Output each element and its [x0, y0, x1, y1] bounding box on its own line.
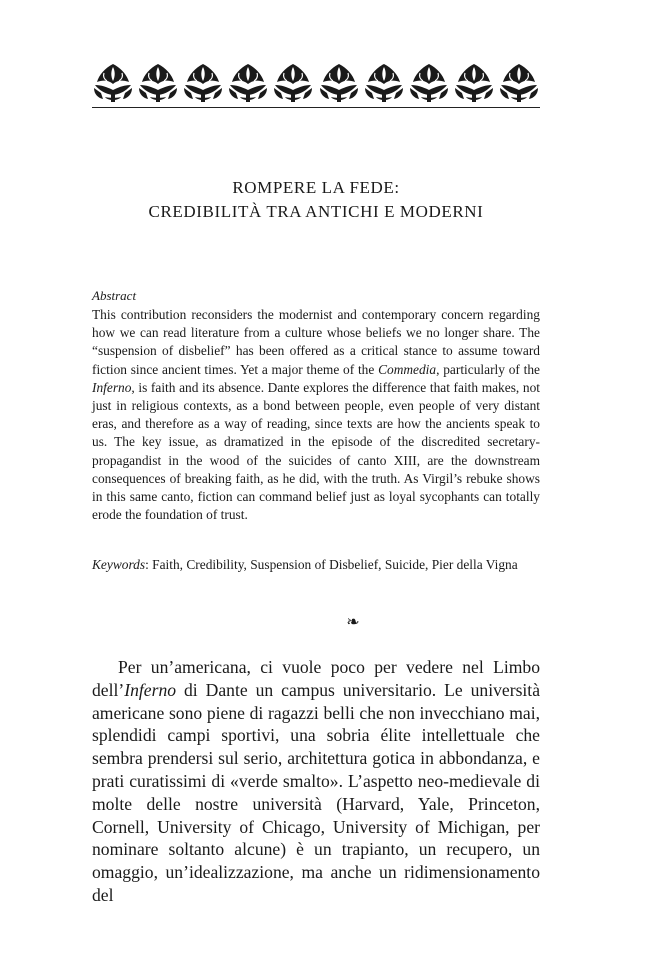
article-title-line-1: ROMPERE LA FEDE: — [232, 178, 400, 197]
keywords — [92, 556, 540, 574]
lotus-ornament-icon — [498, 60, 540, 104]
header-rule — [92, 107, 540, 108]
keywords-label: Keywords — [92, 557, 146, 572]
body-inferno-title: Inferno — [124, 679, 177, 700]
lotus-ornament-icon — [227, 60, 269, 104]
fleuron-icon: ❧ — [346, 614, 360, 631]
abstract-label: Abstract — [92, 288, 137, 303]
lotus-ornament-icon — [92, 60, 134, 104]
abstract-inferno-title: Inferno — [92, 379, 132, 395]
lotus-ornament-icon — [453, 60, 495, 104]
article-title-line-2: CREDIBILITÀ TRA ANTICHI E MODERNI — [148, 202, 484, 221]
lotus-ornament-icon — [363, 60, 405, 104]
body-paragraph — [92, 656, 540, 907]
lotus-ornament-icon — [272, 60, 314, 104]
body-text-part-1: Per un’americana, ci vuole poco per vedere nel Limbo dell’ — [92, 657, 540, 700]
abstract-commedia-title: Commedia — [378, 361, 437, 377]
abstract-text — [92, 306, 540, 524]
header-ornament-row — [92, 60, 540, 104]
body-text-part-2: di Dante un campus universitario. Le università americane sono piene di ragazzi belli che non invecchiano mai, splendidi campi sportivi, una sobria élite intellettuale che sembra prendersi sul serio, architettura gotica in abbondanza, e prati curatissimi di «verde smalto». L’aspetto neo-medievale di molte delle nostre università (Harvard, Yale, Princeton, Cornell, University of Chicago, University of Michigan, per nominare soltanto alcune) è un trapianto, un recupero, un omaggio, un’idealizzazione, ma anche un ridimensionamento del — [92, 679, 540, 905]
fleuron-separator — [0, 612, 650, 632]
abstract-text-part-3: , is faith and its absence. Dante explores the difference that faith makes, not just in religious contexts, as a bond between people, even people of very distant eras, and therefore as a way of reading, since texts are how the ancients speak to us. The key issue, as dramatized in the episode of the discredited secretary-propagandist in the wood of the suicides of canto XIII, are the downstream consequences of breaking faith, as he did, with the truth. As Virgil’s rebuke shows in this same canto, fiction can command belief just as loyal sycophants can totally erode the foundation of trust. — [92, 379, 540, 523]
keywords-list: : Faith, Credibility, Suspension of Disbelief, Suicide, Pier della Vigna — [145, 557, 518, 572]
abstract-text-part-2: , particularly of the — [436, 361, 540, 377]
lotus-ornament-icon — [318, 60, 360, 104]
lotus-ornament-icon — [137, 60, 179, 104]
lotus-ornament-icon — [408, 60, 450, 104]
lotus-ornament-icon — [182, 60, 224, 104]
abstract-text-part-1: This contribution reconsiders the modernist and contemporary concern regarding how we can read literature from a culture whose beliefs we no longer share. The “suspension of disbelief” has been offered as a critical stance to assume toward fiction since ancient times. Yet a major theme of the — [92, 307, 540, 377]
